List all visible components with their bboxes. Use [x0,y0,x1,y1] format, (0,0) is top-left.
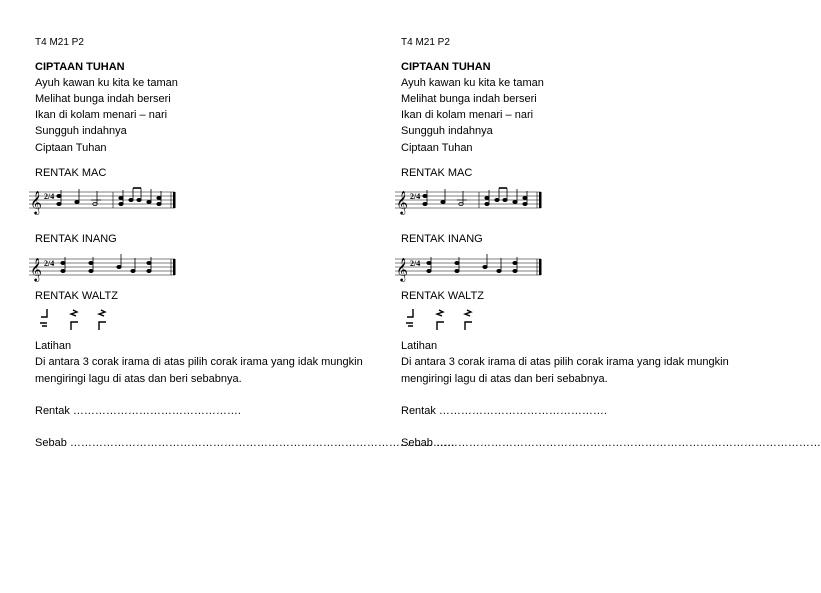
mac-staff [395,185,545,215]
svg-text:𝄞: 𝄞 [396,257,408,281]
exercise-instruction-line-1: Di antara 3 corak irama di atas pilih corak irama yang idak mungkin [401,356,729,368]
rentak-answer-line: Rentak ………………………………………. [401,405,607,417]
lyric-line-5: Ciptaan Tuhan [35,142,107,154]
lyric-line-1: Ayuh kawan ku kita ke taman [401,77,544,89]
waltz-rhythm-figures [403,307,483,333]
lyric-line-3: Ikan di kolam menari – nari [35,109,168,121]
song-title: CIPTAAN TUHAN [401,61,491,73]
rhythm-label-inang: RENTAK INANG [35,233,117,245]
rentak-answer-line: Rentak ………………………………………. [35,405,241,417]
exercise-instruction-line-2: mengiringi lagu di atas dan beri sebabnya. [35,373,242,385]
lyric-line-4: Sungguh indahnya [401,125,493,137]
exercise-heading: Latihan [401,340,438,352]
lyric-line-4: Sungguh indahnya [35,125,127,137]
lyric-line-2: Melihat bunga indah berseri [35,93,171,105]
time-signature: 2/4 [44,192,55,201]
worksheet-right [396,0,821,593]
rhythm-label-mac: RENTAK MAC [35,167,107,179]
rhythm-label-waltz: RENTAK WALTZ [401,290,484,302]
svg-text:𝄞: 𝄞 [30,190,42,214]
time-signature: 2/4 [410,259,421,268]
lyric-line-5: Ciptaan Tuhan [401,142,473,154]
mac-staff [29,185,179,215]
worksheet-code: T4 M21 P2 [401,37,450,48]
song-title: CIPTAAN TUHAN [35,61,125,73]
rhythm-label-mac: RENTAK MAC [401,167,473,179]
inang-staff [395,252,545,282]
time-signature: 2/4 [44,259,55,268]
time-signature: 2/4 [410,192,421,201]
waltz-rhythm-figures [37,307,117,333]
exercise-heading: Latihan [35,340,72,352]
sebab-answer-line: Sebab …………………………………………………………………………………………… [401,437,821,449]
sebab-answer-line: Sebab …………………………………………………………………………………………… [35,437,455,449]
rhythm-label-inang: RENTAK INANG [401,233,483,245]
svg-text:𝄞: 𝄞 [30,257,42,281]
lyric-line-1: Ayuh kawan ku kita ke taman [35,77,178,89]
exercise-instruction-line-2: mengiringi lagu di atas dan beri sebabnya. [401,373,608,385]
svg-text:𝄞: 𝄞 [396,190,408,214]
lyric-line-3: Ikan di kolam menari – nari [401,109,534,121]
rhythm-label-waltz: RENTAK WALTZ [35,290,118,302]
exercise-instruction-line-1: Di antara 3 corak irama di atas pilih corak irama yang idak mungkin [35,356,363,368]
worksheet-left [30,0,455,593]
inang-staff [29,252,179,282]
lyric-line-2: Melihat bunga indah berseri [401,93,537,105]
worksheet-code: T4 M21 P2 [35,37,84,48]
